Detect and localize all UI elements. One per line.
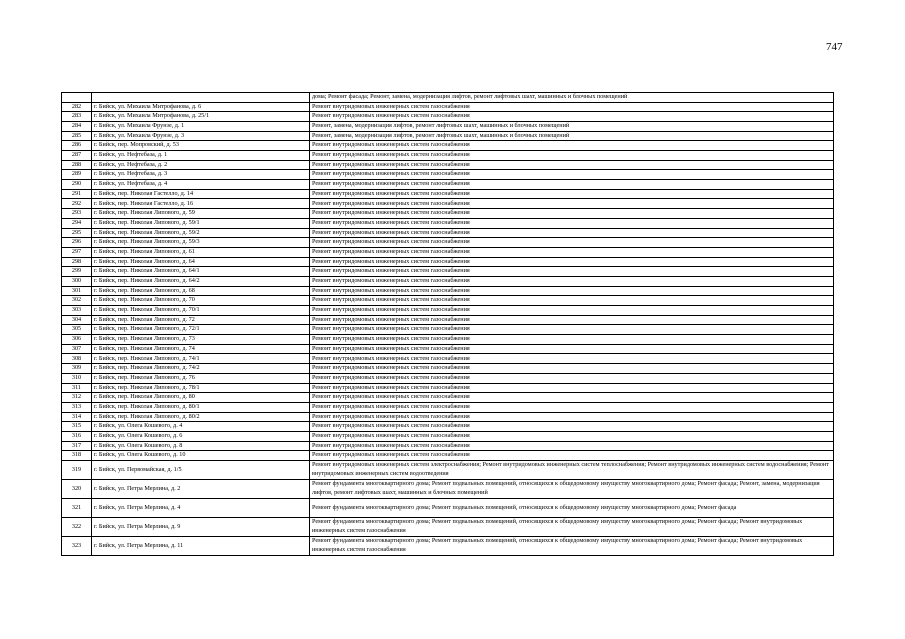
address-cell: г. Бийск, ул. Нефтебаза, д. 3 [92,170,310,180]
address-cell: г. Бийск, ул. Первомайская, д. 1/5 [92,461,310,480]
address-cell: г. Бийск, пер. Николая Липового, д. 80/2 [92,412,310,422]
address-cell: г. Бийск, пер. Николая Липового, д. 59/3 [92,238,310,248]
table-row [62,238,834,248]
table-row [62,199,834,209]
row-number-cell: 319 [62,461,92,480]
address-cell: г. Бийск, ул. Михаила Фрунзе, д. 3 [92,131,310,141]
row-number-cell: 284 [62,121,92,131]
address-cell: г. Бийск, пер. Николая Липового, д. 59 [92,209,310,219]
row-number-cell: 306 [62,335,92,345]
row-number-cell: 317 [62,441,92,451]
table-row [62,441,834,451]
address-cell: г. Бийск, пер. Николая Липового, д. 78/1 [92,383,310,393]
address-cell: г. Бийск, пер. Мопровский, д. 53 [92,141,310,151]
work-type-cell: Ремонт внутридомовых инженерных систем газоснабжения [310,218,834,228]
work-type-cell: Ремонт внутридомовых инженерных систем газоснабжения [310,102,834,112]
table-row [62,373,834,383]
address-cell: г. Бийск, ул. Олега Кошевого, д. 4 [92,422,310,432]
row-number-cell: 309 [62,364,92,374]
table-row [62,267,834,277]
address-cell: г. Бийск, ул. Михаила Митрофанова, д. 6 [92,102,310,112]
table-row [62,335,834,345]
row-number-cell: 316 [62,431,92,441]
address-cell: г. Бийск, ул. Петра Мерлина, д. 2 [92,480,310,499]
work-type-cell: Ремонт внутридомовых инженерных систем газоснабжения [310,315,834,325]
row-number-cell: 285 [62,131,92,141]
table-row [62,141,834,151]
row-number-cell: 313 [62,402,92,412]
work-type-cell: Ремонт, замена, модернизация лифтов, ремонт лифтовых шахт, машинных и блочных помещений [310,131,834,141]
row-number-cell: 310 [62,373,92,383]
row-number-cell: 321 [62,499,92,518]
row-number-cell: 322 [62,518,92,537]
row-number-cell: 305 [62,325,92,335]
table-row [62,151,834,161]
address-cell: г. Бийск, пер. Николая Липового, д. 80 [92,393,310,403]
row-number-cell: 282 [62,102,92,112]
table-row [62,102,834,112]
row-number-cell: 289 [62,170,92,180]
table-row [62,131,834,141]
table-row [62,354,834,364]
address-cell: г. Бийск, ул. Нефтебаза, д. 1 [92,151,310,161]
row-number-cell: 303 [62,306,92,316]
table-row [62,518,834,537]
row-number-cell: 307 [62,344,92,354]
work-type-cell: Ремонт внутридомовых инженерных систем газоснабжения [310,393,834,403]
row-number-cell: 311 [62,383,92,393]
row-number-cell: 283 [62,112,92,122]
address-cell: г. Бийск, пер. Николая Липового, д. 70 [92,296,310,306]
address-cell: г. Бийск, ул. Михаила Фрунзе, д. 1 [92,121,310,131]
address-cell: г. Бийск, пер. Николая Липового, д. 59/2 [92,228,310,238]
table-row [62,412,834,422]
work-type-cell: Ремонт внутридомовых инженерных систем газоснабжения [310,228,834,238]
registry-table-body [62,93,834,556]
table-row [62,422,834,432]
table-row [62,257,834,267]
address-cell: г. Бийск, пер. Николая Липового, д. 74/2 [92,364,310,374]
row-number-cell: 292 [62,199,92,209]
row-number-cell: 286 [62,141,92,151]
table-row [62,451,834,461]
table-row [62,537,834,556]
address-cell: г. Бийск, ул. Нефтебаза, д. 2 [92,160,310,170]
work-type-cell: Ремонт внутридомовых инженерных систем газоснабжения [310,238,834,248]
address-cell: г. Бийск, пер. Николая Гастелло, д. 16 [92,199,310,209]
work-type-cell: Ремонт внутридомовых инженерных систем газоснабжения [310,189,834,199]
address-cell: г. Бийск, ул. Петра Мерлина, д. 4 [92,499,310,518]
table-row [62,121,834,131]
row-number-cell: 318 [62,451,92,461]
row-number-cell: 293 [62,209,92,219]
table-row [62,228,834,238]
table-row [62,306,834,316]
address-cell: г. Бийск, ул. Петра Мерлина, д. 11 [92,537,310,556]
table-row [62,218,834,228]
address-cell: г. Бийск, пер. Николая Гастелло, д. 14 [92,189,310,199]
row-number-cell: 288 [62,160,92,170]
address-cell: г. Бийск, пер. Николая Липового, д. 59/1 [92,218,310,228]
work-type-cell: Ремонт внутридомовых инженерных систем газоснабжения [310,383,834,393]
work-type-cell: Ремонт внутридомовых инженерных систем газоснабжения [310,141,834,151]
work-type-cell: Ремонт фундамента многоквартирного дома; Ремонт подвальных помещений, относящихся к общедомовому имуществу многоквартирного дома; Ремонт фасада; Ремонт внутридомовых инженерных систем газоснабжения [310,537,834,556]
table-row [62,480,834,499]
row-number-cell: 299 [62,267,92,277]
work-type-cell: Ремонт внутридомовых инженерных систем газоснабжения [310,412,834,422]
work-type-cell: Ремонт внутридомовых инженерных систем газоснабжения [310,112,834,122]
row-number-cell: 291 [62,189,92,199]
work-type-cell: Ремонт внутридомовых инженерных систем электроснабжения; Ремонт внутридомовых инженерных систем теплоснабжения; Ремонт внутридомовых инженерных систем водоснабжения; Ремонт внутридомовых инженерных систем водоотведения [310,461,834,480]
address-cell: г. Бийск, пер. Николая Липового, д. 72/1 [92,325,310,335]
work-type-cell: Ремонт внутридомовых инженерных систем газоснабжения [310,267,834,277]
work-type-cell: Ремонт внутридомовых инженерных систем газоснабжения [310,199,834,209]
row-number-cell: 296 [62,238,92,248]
work-type-cell: Ремонт внутридомовых инженерных систем газоснабжения [310,306,834,316]
address-cell: г. Бийск, ул. Нефтебаза, д. 4 [92,180,310,190]
work-type-cell: Ремонт внутридомовых инженерных систем газоснабжения [310,451,834,461]
row-number-cell: 302 [62,296,92,306]
work-type-cell: Ремонт внутридомовых инженерных систем газоснабжения [310,151,834,161]
address-cell: г. Бийск, пер. Николая Липового, д. 73 [92,335,310,345]
table-row [62,209,834,219]
address-cell: г. Бийск, ул. Олега Кошевого, д. 10 [92,451,310,461]
table-row [62,315,834,325]
row-number-cell: 312 [62,393,92,403]
work-type-cell: Ремонт фундамента многоквартирного дома; Ремонт подвальных помещений, относящихся к общедомовому имуществу многоквартирного дома; Ремонт фасада [310,499,834,518]
work-type-cell: Ремонт внутридомовых инженерных систем газоснабжения [310,325,834,335]
row-number-cell: 304 [62,315,92,325]
row-number-cell [62,93,92,103]
table-row [62,461,834,480]
table-row [62,431,834,441]
work-type-cell: Ремонт внутридомовых инженерных систем газоснабжения [310,247,834,257]
address-cell: г. Бийск, пер. Николая Липового, д. 74/1 [92,354,310,364]
table-row [62,344,834,354]
table-row [62,296,834,306]
address-cell: г. Бийск, пер. Николая Липового, д. 80/1 [92,402,310,412]
table-row [62,180,834,190]
work-type-cell: Ремонт внутридомовых инженерных систем газоснабжения [310,276,834,286]
address-cell: г. Бийск, пер. Николая Липового, д. 68 [92,286,310,296]
continuation-row [62,93,834,103]
row-number-cell: 287 [62,151,92,161]
table-row [62,499,834,518]
table-row [62,112,834,122]
row-number-cell: 297 [62,247,92,257]
table-row [62,286,834,296]
table-row [62,402,834,412]
table-row [62,170,834,180]
work-type-cell: Ремонт внутридомовых инженерных систем газоснабжения [310,354,834,364]
address-cell: г. Бийск, пер. Николая Липового, д. 74 [92,344,310,354]
table-row [62,383,834,393]
work-type-cell: Ремонт внутридомовых инженерных систем газоснабжения [310,373,834,383]
work-type-cell: дома; Ремонт фасада; Ремонт, замена, модернизация лифтов, ремонт лифтовых шахт, машинных и блочных помещений [310,93,834,103]
work-type-cell: Ремонт внутридомовых инженерных систем газоснабжения [310,422,834,432]
address-cell: г. Бийск, пер. Николая Липового, д. 64/2 [92,276,310,286]
work-type-cell: Ремонт внутридомовых инженерных систем газоснабжения [310,431,834,441]
work-type-cell: Ремонт внутридомовых инженерных систем газоснабжения [310,296,834,306]
address-cell: г. Бийск, пер. Николая Липового, д. 76 [92,373,310,383]
work-type-cell: Ремонт внутридомовых инженерных систем газоснабжения [310,364,834,374]
row-number-cell: 294 [62,218,92,228]
row-number-cell: 290 [62,180,92,190]
table-row [62,393,834,403]
table-row [62,364,834,374]
table-row [62,247,834,257]
address-cell: г. Бийск, пер. Николая Липового, д. 64/1 [92,267,310,277]
address-cell: г. Бийск, ул. Олега Кошевого, д. 8 [92,441,310,451]
table-row [62,325,834,335]
table-row [62,160,834,170]
address-cell: г. Бийск, ул. Петра Мерлина, д. 9 [92,518,310,537]
work-type-cell: Ремонт фундамента многоквартирного дома; Ремонт подвальных помещений, относящихся к общедомовому имуществу многоквартирного дома; Ремонт фасада; Ремонт внутридомовых инженерных систем газоснабжения [310,518,834,537]
work-type-cell: Ремонт внутридомовых инженерных систем газоснабжения [310,344,834,354]
page-number: 747 [826,41,843,53]
address-cell: г. Бийск, ул. Михаила Митрофанова, д. 25/1 [92,112,310,122]
row-number-cell: 298 [62,257,92,267]
row-number-cell: 315 [62,422,92,432]
address-cell: г. Бийск, ул. Олега Кошевого, д. 6 [92,431,310,441]
work-type-cell: Ремонт внутридомовых инженерных систем газоснабжения [310,257,834,267]
row-number-cell: 323 [62,537,92,556]
row-number-cell: 301 [62,286,92,296]
row-number-cell: 314 [62,412,92,422]
address-cell: г. Бийск, пер. Николая Липового, д. 70/1 [92,306,310,316]
work-type-cell: Ремонт, замена, модернизация лифтов, ремонт лифтовых шахт, машинных и блочных помещений [310,121,834,131]
repair-registry-table [61,92,834,556]
address-cell: г. Бийск, пер. Николая Липового, д. 64 [92,257,310,267]
work-type-cell: Ремонт внутридомовых инженерных систем газоснабжения [310,209,834,219]
address-cell: г. Бийск, пер. Николая Липового, д. 61 [92,247,310,257]
address-cell [92,93,310,103]
table-row [62,276,834,286]
work-type-cell: Ремонт внутридомовых инженерных систем газоснабжения [310,180,834,190]
row-number-cell: 295 [62,228,92,238]
row-number-cell: 320 [62,480,92,499]
row-number-cell: 300 [62,276,92,286]
work-type-cell: Ремонт фундамента многоквартирного дома; Ремонт подвальных помещений, относящихся к общедомовому имуществу многоквартирного дома; Ремонт фасада; Ремонт, замена, модернизация лифтов, ремонт лифтовых шахт, машинных и блочных помещений [310,480,834,499]
work-type-cell: Ремонт внутридомовых инженерных систем газоснабжения [310,441,834,451]
table-row [62,189,834,199]
address-cell: г. Бийск, пер. Николая Липового, д. 72 [92,315,310,325]
work-type-cell: Ремонт внутридомовых инженерных систем газоснабжения [310,160,834,170]
work-type-cell: Ремонт внутридомовых инженерных систем газоснабжения [310,170,834,180]
work-type-cell: Ремонт внутридомовых инженерных систем газоснабжения [310,402,834,412]
work-type-cell: Ремонт внутридомовых инженерных систем газоснабжения [310,335,834,345]
row-number-cell: 308 [62,354,92,364]
work-type-cell: Ремонт внутридомовых инженерных систем газоснабжения [310,286,834,296]
